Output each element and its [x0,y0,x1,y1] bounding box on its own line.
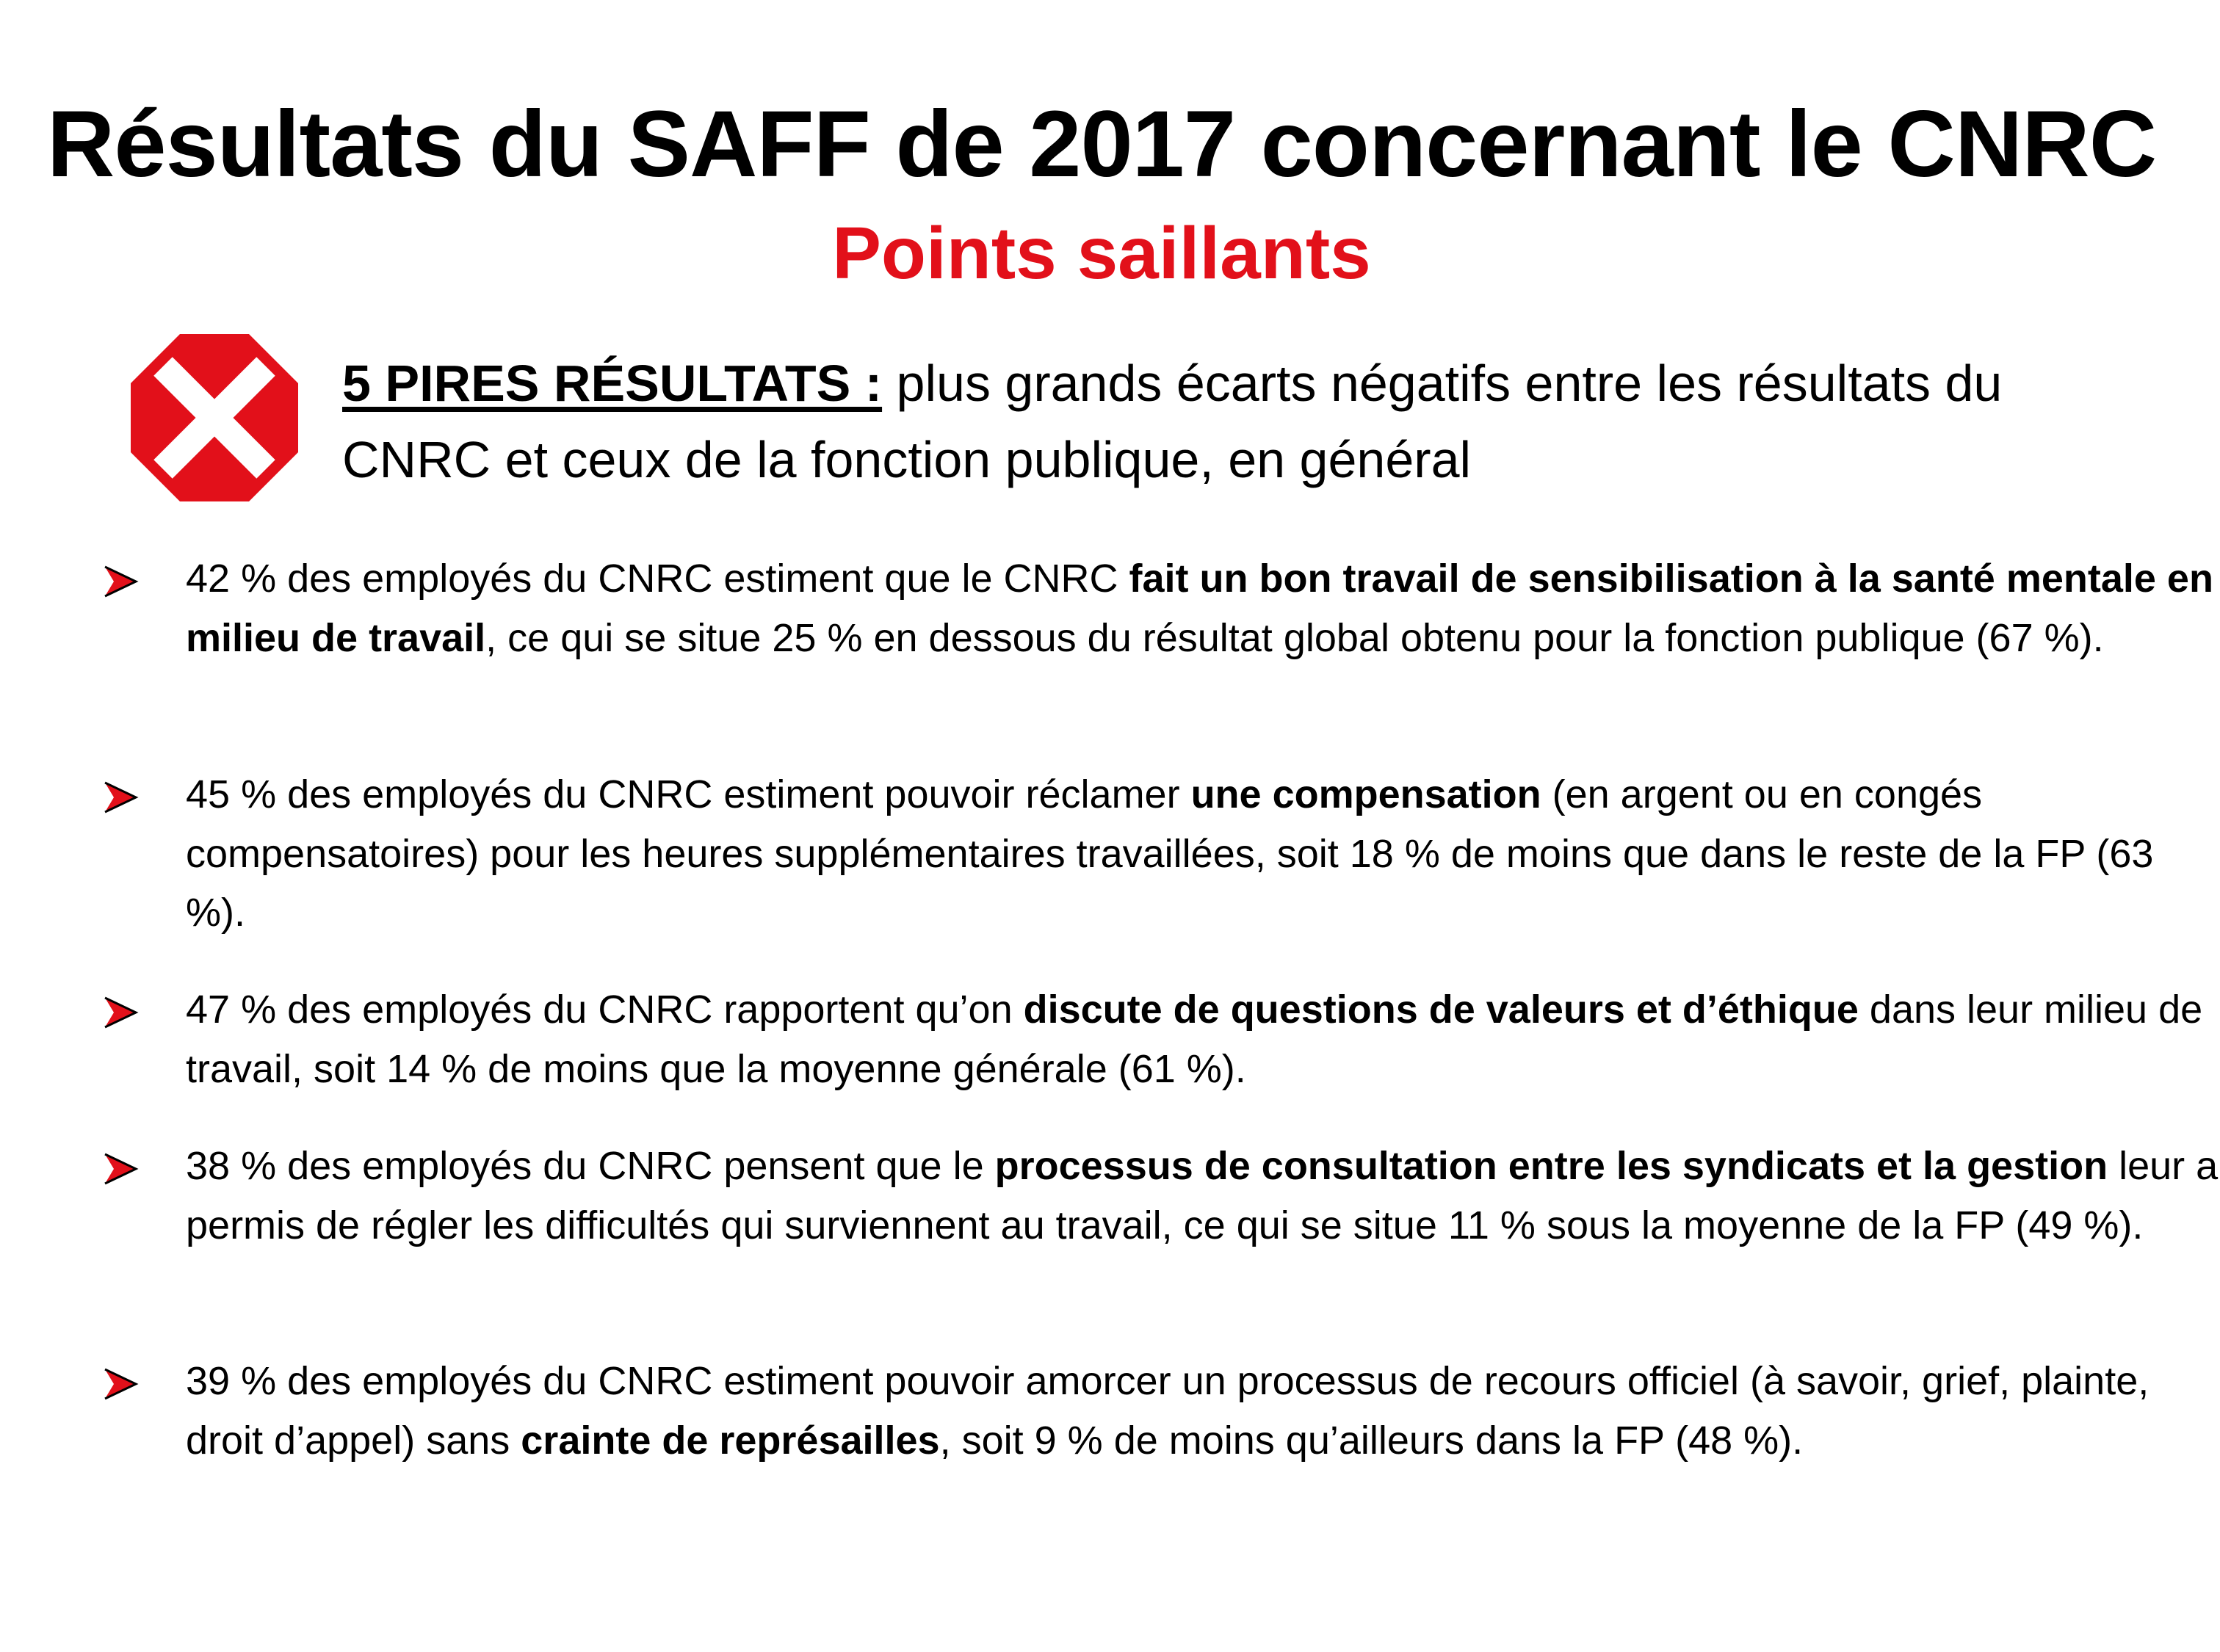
list-item-text-regular: 45 % des employés du CNRC estiment pouvoir réclamer [186,772,1191,816]
arrow-bullet-icon [105,567,136,596]
list-item-text-regular: 42 % des employés du CNRC estiment que le CNRC [186,557,1129,601]
list-item-text-regular: 47 % des employés du CNRC rapportent qu’on [186,988,1024,1032]
intro-heading: 5 PIRES RÉSULTATS : [342,355,883,412]
list-item-text-bold: fait un bon travail de sensibilisation à la santé mentale en milieu de travail [186,557,2213,660]
arrow-bullet-icon [105,1154,136,1184]
page-title: Résultats du SAFF de 2017 concernant le CNRC [46,92,2157,197]
list-item-text-bold: crainte de représailles [521,1418,940,1463]
list-item-text-regular: (en argent ou en congés compensatoires) pour les heures supplémentaires travaillées, soit 18 % de moins que dans le reste de la FP (63 %). [186,772,2154,935]
page-subtitle: Points saillants [832,212,1371,294]
list-item-text-regular: 38 % des employés du CNRC pensent que le [186,1144,995,1188]
arrow-bullet-icon [105,998,136,1027]
list-item-text-bold: une compensation [1190,772,1541,816]
list-item-text-regular: dans leur milieu de travail, soit 14 % de moins que la moyenne générale (61 %). [186,988,2203,1091]
list-item-text [186,1137,2220,1255]
list-item-text [186,980,2220,1098]
list-item-text-regular: leur a permis de régler les difficultés qui surviennent au travail, ce qui se situe 11 % sous la moyenne de la FP (49 %). [186,1144,2219,1247]
list-item-text-bold: discute de questions de valeurs et d’éthique [1023,988,1859,1032]
list-item-text-regular: 39 % des employés du CNRC estiment pouvoir amorcer un processus de recours officiel (à savoir, grief, plainte, droit d’appel) sans [186,1359,2150,1463]
intro-description: plus grands écarts négatifs entre les résultats du CNRC et ceux de la fonction publique, en général [342,355,2003,488]
list-item-text-regular: , soit 9 % de moins qu’ailleurs dans la FP (48 %). [939,1418,1804,1463]
list-item-text [186,549,2220,667]
arrow-bullet-icon [105,783,136,812]
list-item-text-bold: processus de consultation entre les syndicats et la gestion [994,1144,2108,1188]
list-item-text-regular: , ce qui se situe 25 % en dessous du résultat global obtenu pour la fonction publique (67 %). [485,615,2104,660]
list-item-text [186,1352,2220,1470]
list-item-text [186,765,2220,943]
arrow-bullet-icon [105,1369,136,1399]
